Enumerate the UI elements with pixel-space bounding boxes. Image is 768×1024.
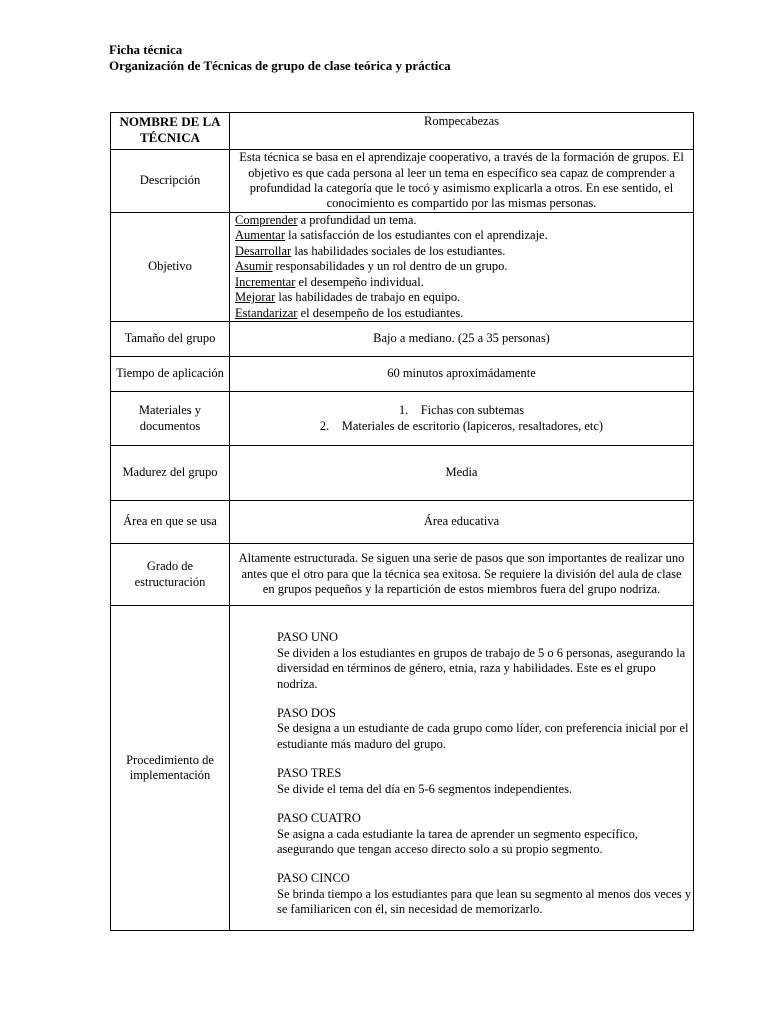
tiempo-label: Tiempo de aplicación [111,357,230,392]
tamano-label: Tamaño del grupo [111,322,230,357]
row-procedimiento [111,606,694,931]
objetivo-item [235,244,688,259]
objetivo-verb: Incrementar [235,274,296,289]
materiales-list [230,392,694,446]
grado-label: Grado de estructuración [111,544,230,606]
nombre-label: NOMBRE DE LA TÉCNICA [119,114,221,146]
objetivo-text: las habilidades sociales de los estudiantes. [291,243,506,258]
row-tamano [111,322,694,357]
row-objetivo [111,213,694,322]
row-tiempo [111,357,694,392]
materiales-number: 1. [398,403,409,418]
objetivo-item [235,290,688,305]
objetivo-verb: Asumir [235,259,273,274]
procedimiento-cell [230,606,694,931]
objetivo-text: el desempeño de los estudiantes. [297,305,464,320]
objetivo-label: Objetivo [111,213,230,322]
objetivo-text: a profundidad un tema. [297,213,417,228]
paso-text: Se divide el tema del día en 5-6 segmentos independientes. [277,781,573,796]
area-label: Área en que se usa [111,501,230,544]
document-heading [109,42,451,74]
row-madurez [111,446,694,501]
objetivo-item [235,275,688,290]
row-area [111,501,694,544]
materiales-label: Materiales y documentos [111,392,230,446]
paso-text: Se dividen a los estudiantes en grupos de trabajo de 5 o 6 personas, asegurando la diversidad en términos de género, etnia, raza y habilidades. Este es el grupo nodriza. [277,645,686,691]
paso-text: Se brinda tiempo a los estudiantes para que lean su segmento al menos dos veces y se familiaricen con él, sin necesidad de memorizarlo. [277,886,692,917]
area-value: Área educativa [230,501,694,544]
objetivo-list [230,213,694,322]
descripcion-label: Descripción [111,150,230,213]
grado-value: Altamente estructurada. Se siguen una serie de pasos que son importantes de realizar uno antes que el otro para que la técnica sea exitosa. Se requiere la división del aula de clase en grupos pequeños y la repartición de estos miembros fuera del grupo nodriza. [230,544,694,606]
paso-item [277,706,693,752]
heading-title: Ficha técnica [109,42,183,57]
objetivo-text: el desempeño individual. [295,274,424,289]
materiales-text: Materiales de escritorio (lapiceros, resaltadores, etc) [341,418,604,433]
objetivo-item [235,259,688,274]
paso-item [277,871,693,917]
materiales-text: Fichas con subtemas [420,403,525,418]
objetivo-text: responsabilidades y un rol dentro de un grupo. [272,259,508,274]
tiempo-value: 60 minutos aproximádamente [230,357,694,392]
madurez-label: Madurez del grupo [111,446,230,501]
objetivo-item [235,306,688,321]
row-descripcion [111,150,694,213]
descripcion-value: Esta técnica se basa en el aprendizaje cooperativo, a través de la formación de grupos. El objetivo es que cada persona al leer un tema en específico sea capaz de comprender a profundidad la categoría que le tocó y asimismo explicarla a otros. En ese sentido, el conocimiento es compartido por las mismas personas. [230,150,694,213]
materiales-item [235,419,688,434]
pasos-list [230,616,693,919]
paso-text: Se asigna a cada estudiante la tarea de aprender un segmento específico, asegurando que tengan acceso directo solo a su propio segmento. [277,826,638,856]
paso-title: PASO DOS [277,706,336,721]
paso-title: PASO TRES [277,766,342,781]
madurez-value: Media [230,446,694,501]
objetivo-verb: Estandarizar [235,305,298,320]
paso-item [277,630,693,692]
objetivo-item [235,213,688,228]
row-nombre [111,113,694,150]
nombre-label-cell [111,113,230,150]
objetivo-verb: Aumentar [235,228,285,243]
procedimiento-label: Procedimiento de implementación [111,606,230,931]
row-materiales [111,392,694,446]
paso-title: PASO CUATRO [277,811,361,826]
paso-item [277,766,693,797]
row-grado [111,544,694,606]
tamano-value: Bajo a mediano. (25 a 35 personas) [230,322,694,357]
objetivo-text: las habilidades de trabajo en equipo. [275,290,461,305]
objetivo-text: la satisfacción de los estudiantes con el aprendizaje. [284,228,548,243]
objetivo-verb: Comprender [235,213,298,228]
paso-text: Se designa a un estudiante de cada grupo como líder, con preferencia inicial por el estudiante más maduro del grupo. [277,721,689,751]
technique-table [110,112,694,931]
paso-item [277,811,693,857]
materiales-number: 2. [319,418,330,433]
nombre-value: Rompecabezas [230,113,694,150]
objetivo-verb: Mejorar [235,290,276,305]
objetivo-item [235,228,688,243]
paso-title: PASO UNO [277,630,339,645]
paso-title: PASO CINCO [277,871,350,886]
heading-subtitle: Organización de Técnicas de grupo de clase teórica y práctica [109,58,451,73]
materiales-item [235,403,688,418]
objetivo-verb: Desarrollar [235,243,292,258]
